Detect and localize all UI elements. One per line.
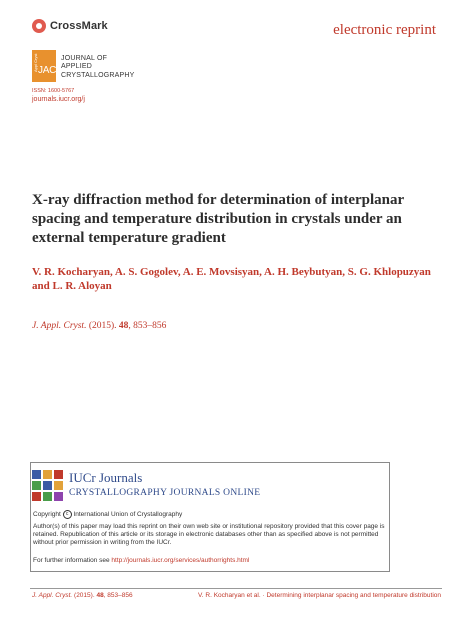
further-prefix: For further information see	[33, 557, 110, 564]
jac-logo-small-text: Appl Cryst	[33, 53, 38, 72]
electronic-reprint-label: electronic reprint	[333, 22, 436, 38]
article-title: X-ray diffraction method for determination of interplanar spacing and temperature distribution in crystals under an external temperature gradient	[32, 192, 404, 246]
iucr-logo-square	[32, 481, 41, 490]
footer-pages: , 853–856	[103, 592, 133, 599]
crossmark-icon	[32, 19, 46, 33]
copyright-prefix: Copyright	[33, 511, 61, 519]
journal-name	[61, 55, 135, 80]
iucr-logo-square	[32, 470, 41, 479]
footer-journal: J. Appl. Cryst.	[32, 592, 73, 599]
citation-journal: J. Appl. Cryst.	[32, 321, 87, 331]
iucr-journals-subtitle: CRYSTALLOGRAPHY JOURNALS ONLINE	[69, 488, 261, 498]
journal-name-line: CRYSTALLOGRAPHY	[61, 71, 135, 79]
journal-url-link[interactable]: journals.iucr.org/j	[32, 96, 85, 103]
citation-volume: 48	[118, 321, 129, 331]
iucr-logo-square	[43, 481, 52, 490]
crossmark-badge[interactable]	[32, 19, 108, 33]
journal-name-line: APPLIED	[61, 63, 92, 71]
copyright-symbol-icon: c	[63, 510, 72, 519]
citation-pages: 853–856	[133, 321, 167, 331]
further-information	[33, 557, 249, 564]
jac-logo-abbrev: JAC	[38, 65, 56, 76]
footer-year: (2015).	[74, 592, 95, 599]
footer-divider	[30, 588, 442, 589]
crossmark-label: CrossMark	[50, 20, 108, 32]
footer-separator: ·	[262, 592, 265, 599]
iucr-logo-square	[54, 481, 63, 490]
footer-volume: 48	[96, 592, 104, 599]
jac-journal-logo	[32, 50, 56, 82]
copyright-line	[33, 510, 182, 519]
iucr-logo-square	[43, 470, 52, 479]
author-rights-link[interactable]: http://journals.iucr.org/services/authorrights.html	[111, 557, 250, 564]
iucr-logo-square	[54, 492, 63, 501]
footer-running-title	[198, 592, 441, 599]
article-citation[interactable]: J. Appl. Cryst. (2015). 48, 853–856	[32, 321, 167, 331]
iucr-logo-square	[43, 492, 52, 501]
issn: ISSN: 1600-5767	[32, 88, 75, 94]
footer-citation	[32, 592, 133, 599]
copyright-holder: International Union of Crystallography	[73, 511, 183, 519]
iucr-logo-icon	[32, 470, 64, 502]
footer-authors: V. R. Kocharyan et al.	[198, 592, 261, 599]
iucr-logo-square	[54, 470, 63, 479]
reprint-notice: Author(s) of this paper may load this reprint on their own web site or institutional repository provided that this cover page is retained. Republication of this article or its storage in electronic databases other than as specified above is not permitted without prior permission in writing from the IUCr.	[33, 523, 385, 546]
citation-year: (2015).	[88, 321, 117, 331]
journal-name-line: JOURNAL OF	[61, 55, 108, 62]
iucr-journals-title: IUCr Journals	[69, 470, 143, 485]
iucr-logo-square	[32, 492, 41, 501]
footer-title: Determining interplanar spacing and temperature distribution	[266, 592, 441, 599]
article-authors: V. R. Kocharyan, A. S. Gogolev, A. E. Movsisyan, A. H. Beybutyan, S. G. Khlopuzyan and L. R. Aloyan	[32, 266, 431, 292]
